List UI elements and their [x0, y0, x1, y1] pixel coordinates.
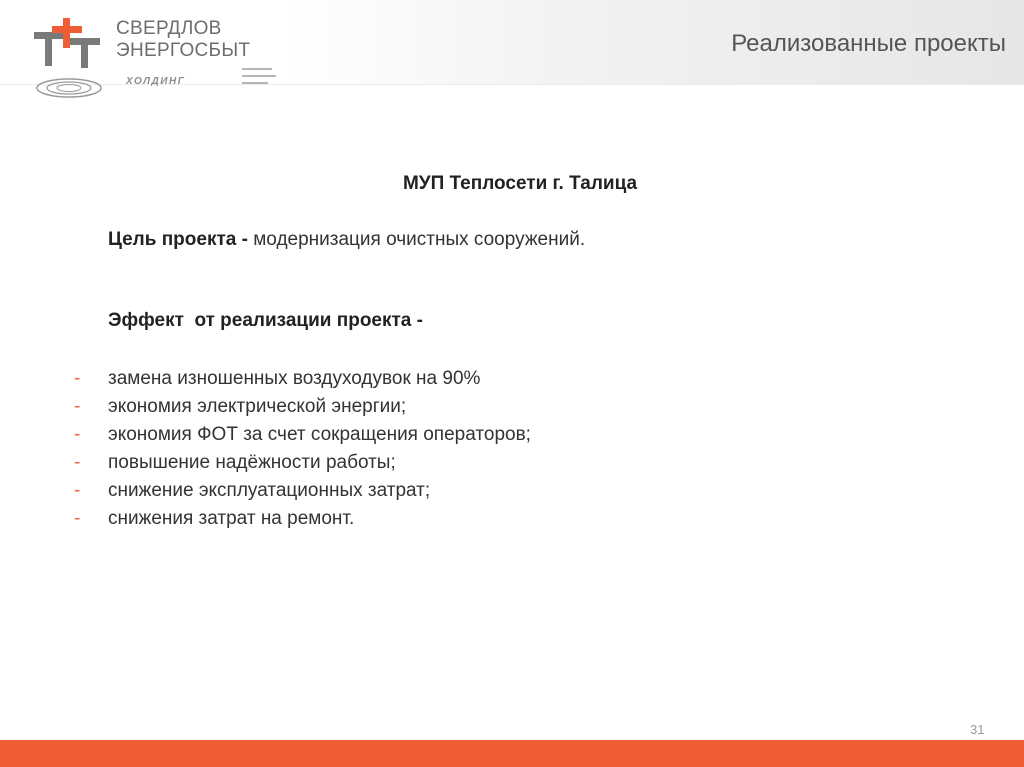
slide-section-title: Реализованные проекты — [731, 30, 1006, 57]
bullet-dash: - — [74, 508, 81, 529]
bullet-dash: - — [74, 396, 81, 417]
effect-heading: Эффект от реализации проекта - — [108, 310, 423, 331]
goal-separator: - — [236, 229, 254, 250]
footer-bar — [0, 740, 1024, 767]
logo-small-print-icon — [242, 66, 282, 90]
project-heading: МУП Теплосети г. Талица — [402, 173, 638, 194]
list-item-text: замена изношенных воздуходувок на 90% — [108, 368, 481, 389]
list-item-text: экономия электрической энергии; — [108, 396, 407, 417]
company-logo — [30, 14, 300, 104]
logo-text-line1: СВЕРДЛОВ — [116, 18, 222, 39]
list-item-text: снижения затрат на ремонт. — [108, 508, 355, 529]
list-item-text: экономия ФОТ за счет сокращения операторов; — [108, 424, 531, 445]
logo-text-line2: ЭНЕРГОСБЫТ — [116, 40, 251, 61]
goal-label: Цель проекта — [108, 229, 237, 250]
list-item-text: повышение надёжности работы; — [108, 452, 396, 473]
bullet-dash: - — [74, 452, 81, 473]
list-item-text: снижение эксплуатационных затрат; — [108, 480, 431, 501]
bullet-dash: - — [74, 480, 81, 501]
logo-holding-text: ХОЛДИНГ — [126, 76, 186, 87]
goal-text: модернизация очистных сооружений. — [253, 229, 586, 250]
bullet-dash: - — [74, 424, 81, 445]
bullet-dash: - — [74, 368, 81, 389]
logo-swoosh-icon — [34, 76, 104, 100]
project-goal — [108, 229, 585, 251]
page-number: 31 — [970, 722, 985, 737]
